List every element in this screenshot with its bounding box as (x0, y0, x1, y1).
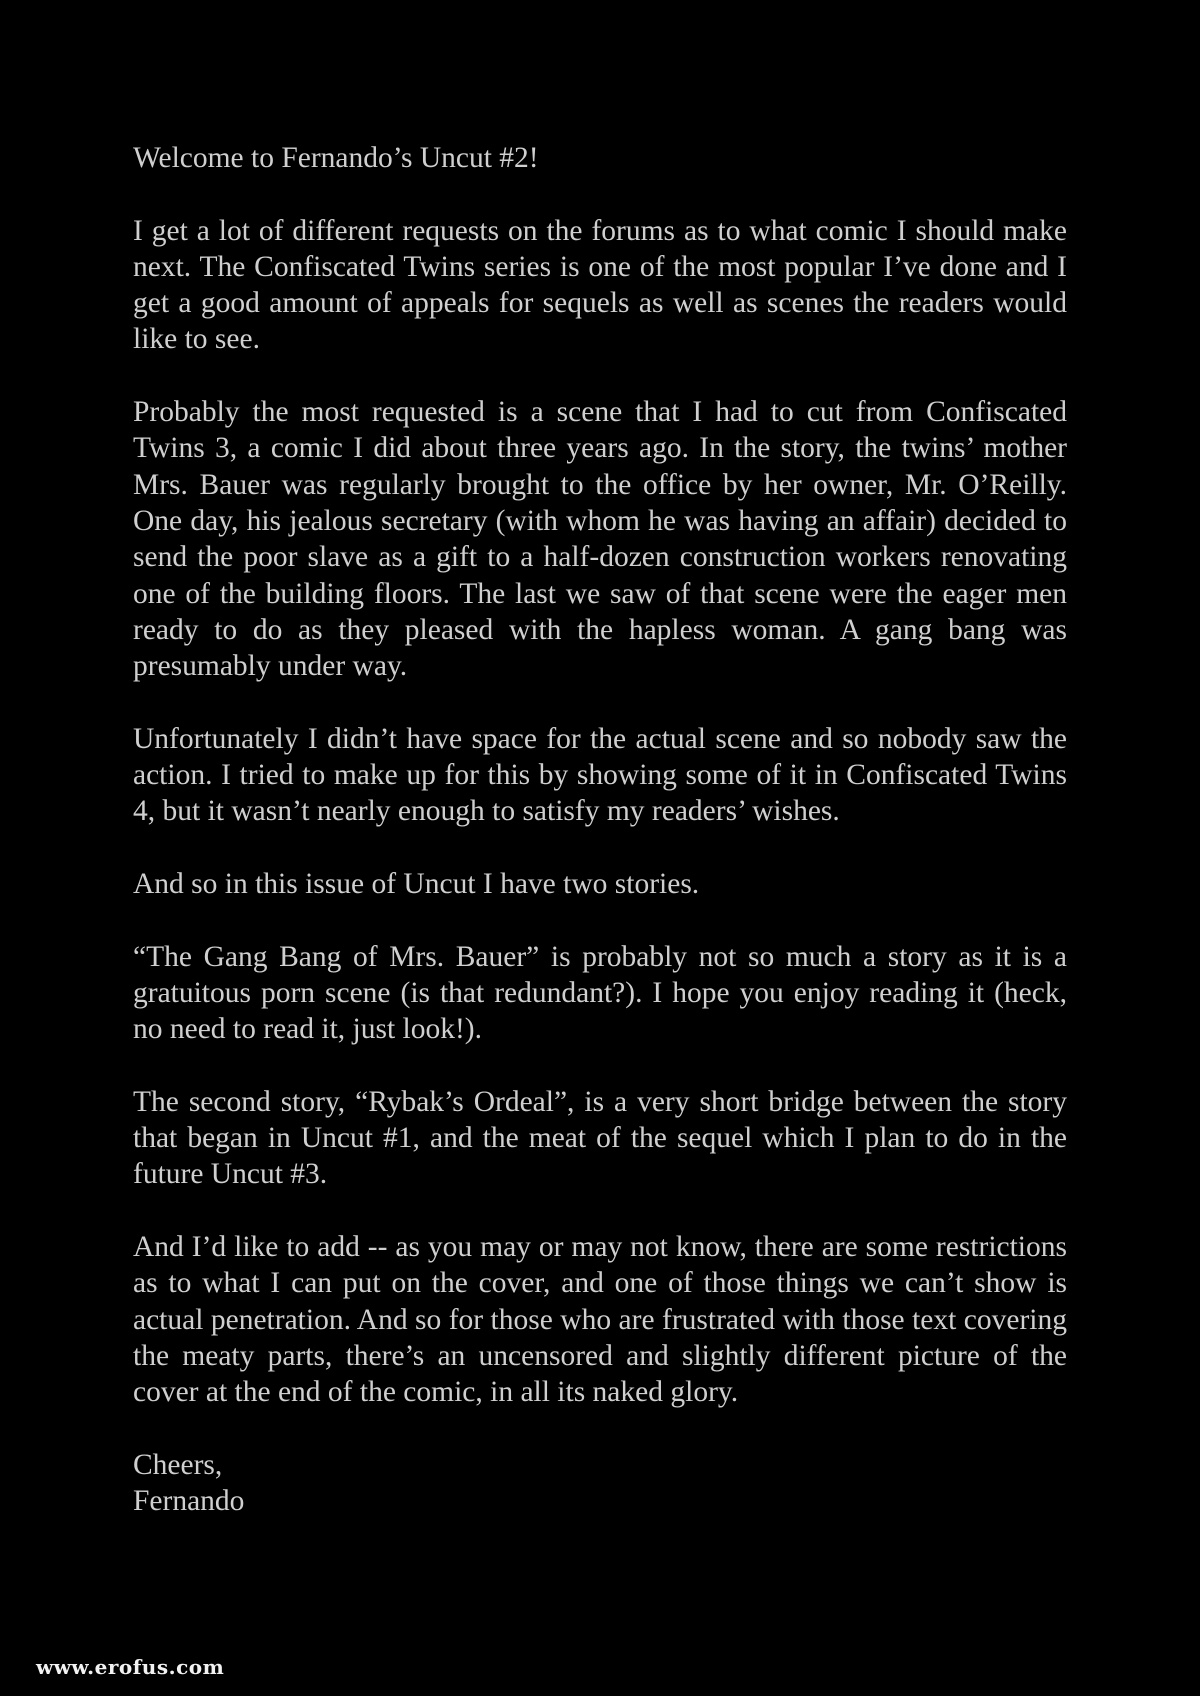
site-watermark: www.erofus.com (36, 1655, 225, 1679)
letter-paragraph: The second story, “Rybak’s Ordeal”, is a very short bridge between the story that began in Uncut #1, and the meat of the sequel which I plan to do in the future Uncut #3. (133, 1085, 1067, 1191)
letter-signature: Fernando (133, 1484, 245, 1517)
letter-paragraph: Probably the most requested is a scene that I had to cut from Confiscated Twins 3, a comic I did about three years ago. In the story, the twins’ mother Mrs. Bauer was regularly brought to the office by her owner, Mr. O’Reilly. One day, his jealous secretary (with whom he was having an affair) decided to send the poor slave as a gift to a half-dozen construction workers renovating one of the building floors. The last we saw of that scene were the eager men ready to do as they pleased with the hapless woman. A gang bang was presumably under way. (133, 396, 1067, 683)
letter-paragraph: And I’d like to add -- as you may or may not know, there are some restrictions as to what I can put on the cover, and one of those things we can’t show is actual penetration. And so for those who are frustrated with those text covering the meaty parts, there’s an uncensored and slightly different picture of the cover at the end of the comic, in all its naked glory. (133, 1230, 1067, 1409)
letter-paragraph: I get a lot of different requests on the forums as to what comic I should make next. The Confiscated Twins series is one of the most popular I’ve done and I get a good amount of appeals for sequels as well as scenes the readers would like to see. (133, 214, 1067, 356)
letter-paragraph: “The Gang Bang of Mrs. Bauer” is probably not so much a story as it is a gratuitous porn scene (is that redundant?). I hope you enjoy reading it (heck, no need to read it, just look!). (133, 940, 1067, 1046)
letter-signoff (133, 1447, 1067, 1520)
letter-paragraph: And so in this issue of Uncut I have two stories. (133, 867, 700, 900)
letter-greeting: Welcome to Fernando’s Uncut #2! (133, 142, 539, 174)
letter-closing: Cheers, (133, 1448, 223, 1481)
letter-paragraph: Unfortunately I didn’t have space for the actual scene and so nobody saw the action. I tried to make up for this by showing some of it in Confiscated Twins 4, but it wasn’t nearly enough to satisfy my readers’ wishes. (133, 722, 1067, 828)
letter-body (133, 140, 1067, 1556)
